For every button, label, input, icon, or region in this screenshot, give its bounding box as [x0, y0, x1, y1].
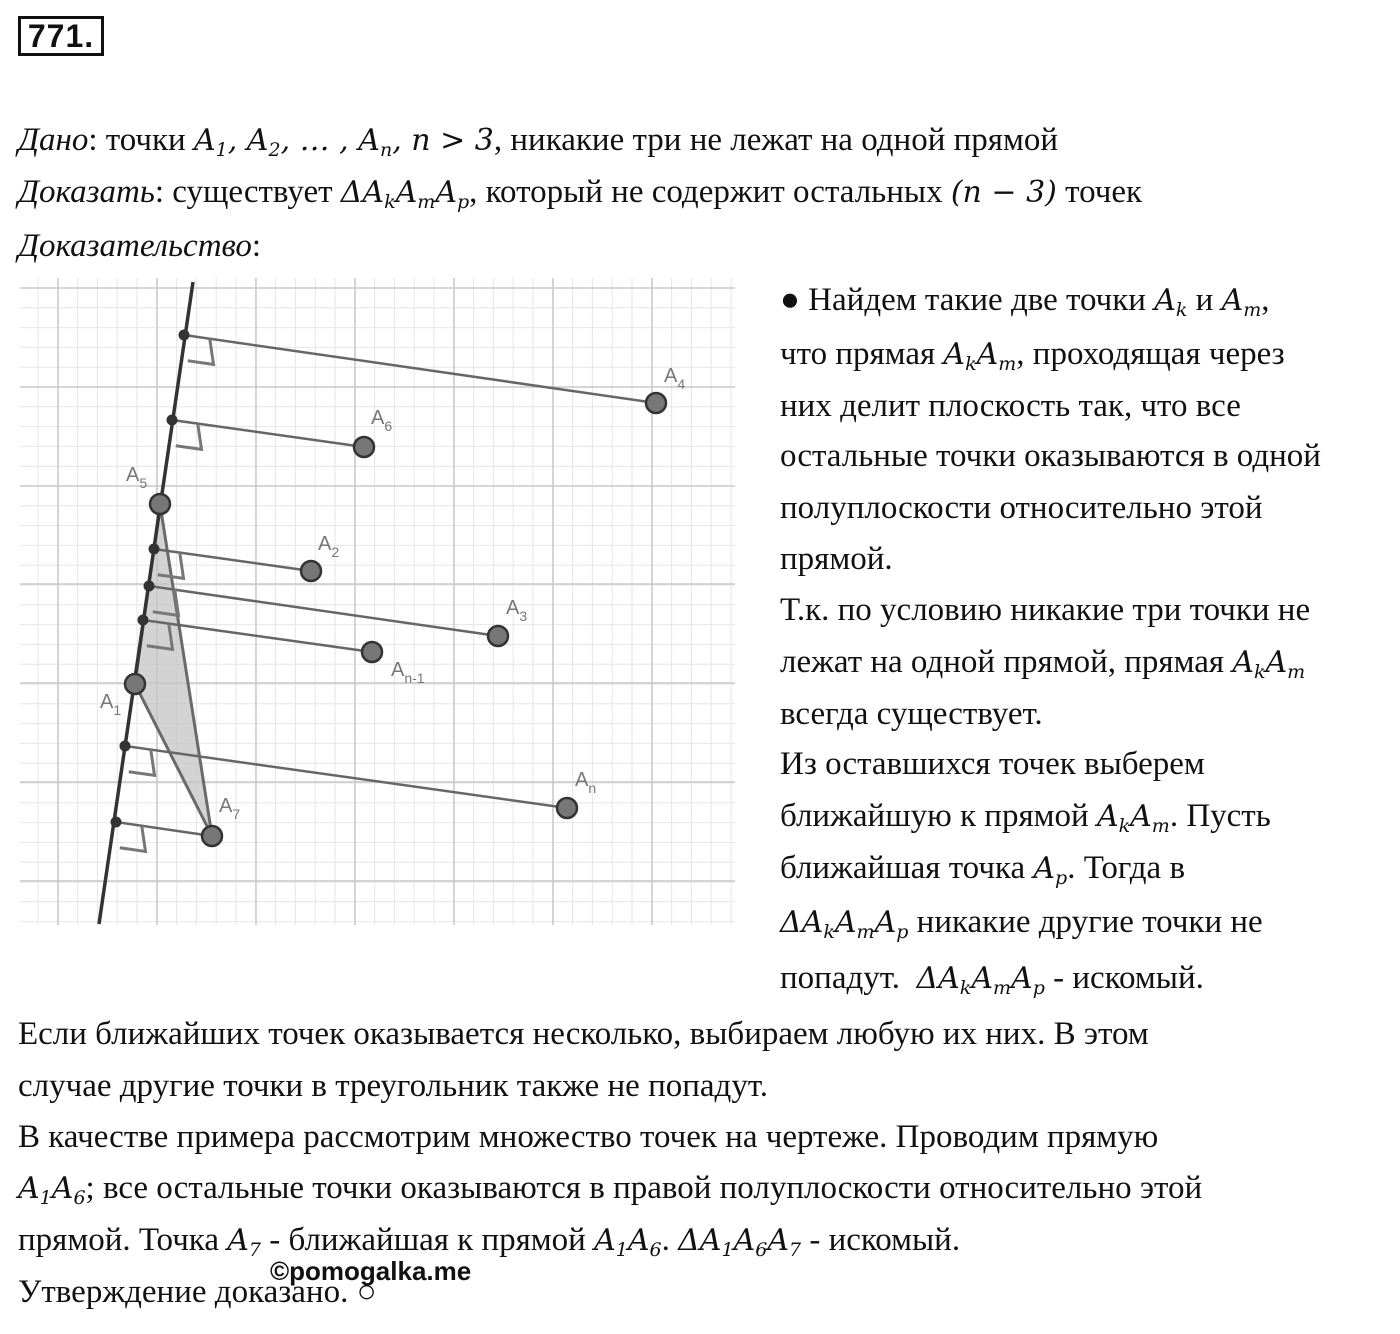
right-line-2: что прямая $A_kA_m$, проходящая через	[780, 336, 1285, 375]
full-line-6: Утверждение доказано. ○	[18, 1274, 377, 1310]
right-line-3: них делит плоскость так, что все	[780, 388, 1241, 424]
figure-drawing	[99, 282, 685, 924]
point-label-a7: $A_7$	[219, 795, 241, 822]
point-label-a5: $A_5$	[126, 464, 148, 491]
given-math: $A_1$, $A_2$, … , $A_n$, n > 3	[193, 123, 494, 161]
point-label-a1: $A_1$	[100, 691, 122, 718]
prove-text-b: , который не содержит остальных	[469, 174, 951, 210]
foot-point	[111, 817, 122, 828]
right-line-14: попадут. $\Delta A_kA_mA_p$ - искомый.	[780, 960, 1204, 999]
right-line-1: ● Найдем такие две точки $A_k$ и $A_m$,	[780, 282, 1270, 321]
foot-point	[179, 330, 190, 341]
main-line	[99, 282, 193, 924]
point-label-subscript: 2	[331, 544, 340, 560]
point-label-a2: $A_2$	[318, 533, 340, 560]
foot-point	[167, 415, 178, 426]
full-line-1: Если ближайших точек оказывается несколько, выбираем любую их них. В этом	[18, 1016, 1149, 1052]
point-label-subscript: 4	[677, 376, 686, 392]
point-label-subscript: 3	[519, 608, 528, 624]
right-angle-mark	[176, 424, 202, 450]
given-label: Дано	[18, 122, 89, 158]
right-angle-mark	[188, 339, 214, 365]
point	[362, 642, 382, 662]
point-label-a4: $A_4$	[664, 365, 686, 392]
right-line-9: всегда существует.	[780, 696, 1043, 732]
point-label-an1: $A_{n-1}$	[391, 659, 425, 686]
triangle-a1-a5-a7	[135, 504, 212, 836]
right-line-12: ближайшая точка $A_p$. Тогда в	[780, 850, 1186, 889]
point-label-subscript: 7	[232, 806, 241, 822]
point-label-subscript: 1	[113, 702, 122, 718]
point	[488, 626, 508, 646]
prove-math: $\Delta A_kA_mA_p$	[340, 175, 470, 213]
point	[301, 561, 321, 581]
right-angle-mark	[129, 750, 155, 776]
right-line-13: $\Delta A_kA_mA_p$ никакие другие точки не	[780, 904, 1263, 943]
full-line-5: прямой. Точка $A_7$ - ближайшая к прямой $A_1A_6$. $\Delta A_1A_6A_7$ - искомый.	[18, 1222, 961, 1261]
prove-text-a: : существует	[154, 174, 341, 210]
full-line-4: $A_1A_6$; все остальные точки оказываются в правой полуплоскости относительно этой	[18, 1170, 1203, 1209]
right-line-7: Т.к. по условию никакие три точки не	[780, 592, 1311, 628]
grid	[20, 278, 735, 925]
prove-text-c: точек	[1056, 174, 1143, 210]
foot-point	[138, 615, 149, 626]
point	[646, 393, 666, 413]
point-label-subscript: 6	[384, 418, 393, 434]
right-line-8: лежат на одной прямой, прямая $A_kA_m$	[780, 644, 1306, 683]
point	[557, 798, 577, 818]
perpendicular-segment	[184, 335, 656, 403]
point-label-subscript: n-1	[404, 670, 425, 686]
point-label-subscript: n	[588, 780, 597, 796]
prove-label: Доказать	[18, 174, 155, 210]
point	[150, 494, 170, 514]
point-label-subscript: 5	[139, 475, 148, 491]
full-line-3: В качестве примера рассмотрим множество точек на чертеже. Проводим прямую	[18, 1119, 1159, 1155]
foot-point	[144, 581, 155, 592]
given-text-a: : точки	[88, 122, 194, 158]
problem-number: 771.	[18, 16, 104, 56]
right-line-10: Из оставшихся точек выберем	[780, 746, 1205, 782]
perpendicular-segment	[154, 549, 311, 571]
right-angle-mark	[120, 826, 146, 852]
right-line-5: полуплоскости относительно этой	[780, 490, 1263, 526]
proof-label: Доказательство	[18, 228, 252, 264]
foot-point	[149, 544, 160, 555]
point-label-a3: $A_3$	[506, 597, 528, 624]
prove-math2: (n − 3)	[950, 175, 1057, 210]
point-label-a6: $A_6$	[371, 407, 393, 434]
foot-point	[120, 741, 131, 752]
right-line-4: остальные точки оказываются в одной	[780, 438, 1321, 474]
given-text-b: , никакие три не лежат на одной прямой	[493, 122, 1059, 158]
point	[202, 826, 222, 846]
point	[125, 674, 145, 694]
right-line-11: ближайшую к прямой $A_kA_m$. Пусть	[780, 798, 1271, 837]
right-line-6: прямой.	[780, 541, 893, 577]
perpendicular-segment	[116, 822, 212, 836]
watermark: ©pomogalka.me	[270, 1256, 472, 1286]
full-line-2: случае другие точки в треугольник также не попадут.	[18, 1068, 769, 1104]
proof-colon: :	[251, 228, 262, 264]
point-label-an: $A_n$	[575, 769, 597, 796]
point	[354, 437, 374, 457]
